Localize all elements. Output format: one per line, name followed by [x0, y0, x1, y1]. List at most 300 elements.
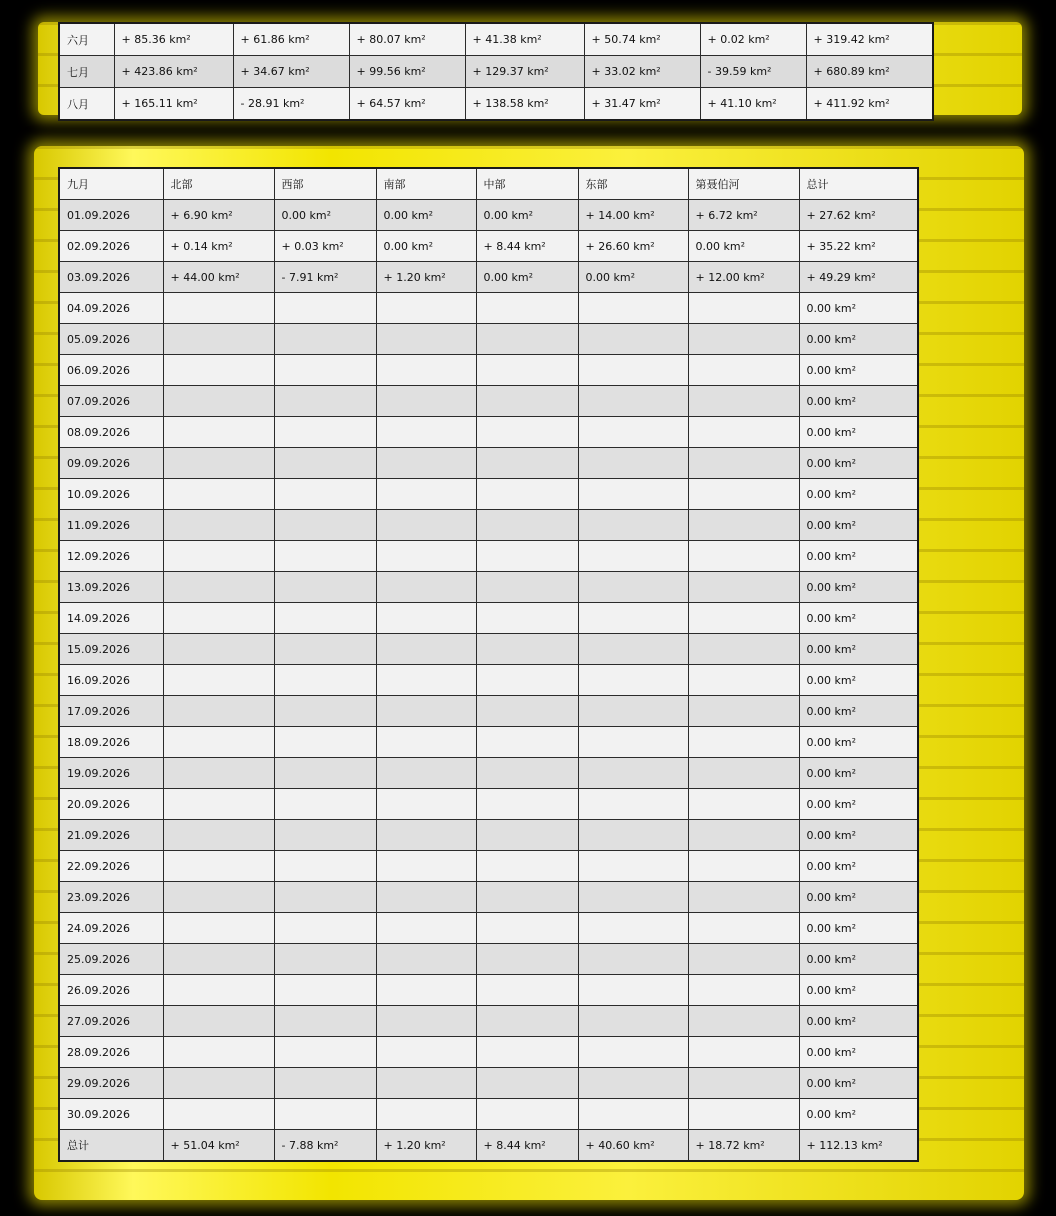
value-cell	[274, 944, 376, 975]
row-label-cell: 23.09.2026	[59, 882, 163, 913]
row-label-cell: 15.09.2026	[59, 634, 163, 665]
value-cell: 0.00 km²	[799, 386, 918, 417]
table-row	[59, 851, 918, 882]
value-cell	[578, 386, 688, 417]
value-cell: 0.00 km²	[799, 572, 918, 603]
value-cell	[688, 882, 799, 913]
value-cell	[476, 882, 578, 913]
header-cell-dnipro: 第聂伯河	[688, 168, 799, 200]
value-cell	[476, 975, 578, 1006]
value-cell	[688, 510, 799, 541]
value-cell	[376, 417, 476, 448]
value-cell	[274, 448, 376, 479]
row-label-cell: 28.09.2026	[59, 1037, 163, 1068]
row-label-cell: 六月	[59, 23, 114, 56]
value-cell: + 41.38 km²	[465, 23, 584, 56]
value-cell	[578, 820, 688, 851]
value-cell: - 7.91 km²	[274, 262, 376, 293]
value-cell	[163, 944, 274, 975]
value-cell	[688, 975, 799, 1006]
value-cell	[274, 727, 376, 758]
value-cell: + 85.36 km²	[114, 23, 233, 56]
value-cell: 0.00 km²	[376, 200, 476, 231]
row-label-cell: 29.09.2026	[59, 1068, 163, 1099]
value-cell	[476, 1006, 578, 1037]
value-cell: + 423.86 km²	[114, 56, 233, 88]
value-cell: 0.00 km²	[799, 479, 918, 510]
value-cell	[688, 851, 799, 882]
row-label-cell: 27.09.2026	[59, 1006, 163, 1037]
value-cell	[163, 541, 274, 572]
value-cell	[476, 355, 578, 386]
value-cell	[476, 572, 578, 603]
value-cell	[476, 820, 578, 851]
header-cell-south: 南部	[376, 168, 476, 200]
value-cell: + 0.02 km²	[700, 23, 806, 56]
value-cell	[163, 572, 274, 603]
row-label-cell: 04.09.2026	[59, 293, 163, 324]
value-cell	[578, 324, 688, 355]
total-label-cell: 总计	[59, 1130, 163, 1162]
value-cell: + 31.47 km²	[584, 88, 700, 121]
value-cell	[376, 479, 476, 510]
value-cell	[274, 355, 376, 386]
table-row	[59, 231, 918, 262]
value-cell	[163, 634, 274, 665]
value-cell	[688, 603, 799, 634]
value-cell	[274, 603, 376, 634]
value-cell	[578, 1068, 688, 1099]
value-cell: + 44.00 km²	[163, 262, 274, 293]
value-cell: + 27.62 km²	[799, 200, 918, 231]
value-cell: 0.00 km²	[578, 262, 688, 293]
value-cell	[578, 1037, 688, 1068]
value-cell: + 680.89 km²	[806, 56, 933, 88]
value-cell	[476, 665, 578, 696]
value-cell	[476, 324, 578, 355]
row-label-cell: 08.09.2026	[59, 417, 163, 448]
value-cell: + 12.00 km²	[688, 262, 799, 293]
value-cell	[578, 541, 688, 572]
value-cell	[163, 386, 274, 417]
value-cell	[163, 417, 274, 448]
row-label-cell: 14.09.2026	[59, 603, 163, 634]
value-cell	[163, 727, 274, 758]
table-row	[59, 23, 933, 56]
value-cell: 0.00 km²	[376, 231, 476, 262]
value-cell	[476, 479, 578, 510]
table-row	[59, 634, 918, 665]
value-cell	[688, 634, 799, 665]
value-cell	[476, 1037, 578, 1068]
table-row	[59, 1068, 918, 1099]
value-cell	[476, 851, 578, 882]
value-cell	[688, 820, 799, 851]
value-cell	[578, 293, 688, 324]
value-cell	[376, 324, 476, 355]
value-cell: + 138.58 km²	[465, 88, 584, 121]
value-cell	[163, 1099, 274, 1130]
row-label-cell: 05.09.2026	[59, 324, 163, 355]
value-cell: 0.00 km²	[799, 851, 918, 882]
value-cell	[578, 944, 688, 975]
value-cell: + 411.92 km²	[806, 88, 933, 121]
value-cell: 0.00 km²	[476, 262, 578, 293]
value-cell	[163, 820, 274, 851]
row-label-cell: 07.09.2026	[59, 386, 163, 417]
value-cell	[274, 882, 376, 913]
value-cell: 0.00 km²	[799, 1037, 918, 1068]
header-row	[59, 168, 918, 200]
table-row	[59, 758, 918, 789]
table-row	[59, 88, 933, 121]
row-label-cell: 13.09.2026	[59, 572, 163, 603]
value-cell: + 49.29 km²	[799, 262, 918, 293]
value-cell	[163, 882, 274, 913]
value-cell	[688, 665, 799, 696]
value-cell	[376, 572, 476, 603]
value-cell	[376, 789, 476, 820]
value-cell	[688, 1037, 799, 1068]
value-cell	[476, 727, 578, 758]
value-cell	[376, 696, 476, 727]
value-cell	[163, 1006, 274, 1037]
value-cell	[476, 634, 578, 665]
table-row	[59, 324, 918, 355]
value-cell	[578, 448, 688, 479]
value-cell	[376, 820, 476, 851]
table-row	[59, 1006, 918, 1037]
row-label-cell: 10.09.2026	[59, 479, 163, 510]
value-cell	[163, 1068, 274, 1099]
value-cell	[376, 882, 476, 913]
value-cell	[476, 510, 578, 541]
value-cell	[688, 1068, 799, 1099]
value-cell: 0.00 km²	[799, 1099, 918, 1130]
header-cell-east: 东部	[578, 168, 688, 200]
value-cell: 0.00 km²	[799, 603, 918, 634]
total-cell: + 51.04 km²	[163, 1130, 274, 1162]
value-cell	[163, 913, 274, 944]
value-cell	[688, 448, 799, 479]
row-label-cell: 25.09.2026	[59, 944, 163, 975]
value-cell: + 50.74 km²	[584, 23, 700, 56]
value-cell	[688, 944, 799, 975]
value-cell	[476, 417, 578, 448]
value-cell	[476, 696, 578, 727]
row-label-cell: 09.09.2026	[59, 448, 163, 479]
value-cell: 0.00 km²	[799, 293, 918, 324]
value-cell: + 129.37 km²	[465, 56, 584, 88]
value-cell: + 41.10 km²	[700, 88, 806, 121]
value-cell: - 28.91 km²	[233, 88, 349, 121]
value-cell	[376, 975, 476, 1006]
table-row	[59, 975, 918, 1006]
value-cell	[476, 944, 578, 975]
value-cell	[163, 975, 274, 1006]
value-cell: + 14.00 km²	[578, 200, 688, 231]
value-cell	[376, 1068, 476, 1099]
value-cell	[688, 696, 799, 727]
value-cell	[163, 789, 274, 820]
value-cell	[163, 603, 274, 634]
value-cell	[476, 603, 578, 634]
value-cell: 0.00 km²	[799, 727, 918, 758]
row-label-cell: 30.09.2026	[59, 1099, 163, 1130]
value-cell	[578, 665, 688, 696]
value-cell	[476, 758, 578, 789]
table-row	[59, 820, 918, 851]
value-cell	[163, 510, 274, 541]
header-cell-month: 九月	[59, 168, 163, 200]
row-label-cell: 03.09.2026	[59, 262, 163, 293]
row-label-cell: 02.09.2026	[59, 231, 163, 262]
value-cell: 0.00 km²	[799, 944, 918, 975]
value-cell	[476, 789, 578, 820]
value-cell	[376, 727, 476, 758]
value-cell	[274, 1099, 376, 1130]
row-label-cell: 01.09.2026	[59, 200, 163, 231]
value-cell	[274, 1068, 376, 1099]
monthly-summary-table	[58, 22, 934, 121]
value-cell: 0.00 km²	[799, 758, 918, 789]
row-label-cell: 24.09.2026	[59, 913, 163, 944]
row-label-cell: 19.09.2026	[59, 758, 163, 789]
value-cell	[274, 541, 376, 572]
value-cell	[376, 448, 476, 479]
value-cell: 0.00 km²	[274, 200, 376, 231]
table-row	[59, 262, 918, 293]
table-row	[59, 479, 918, 510]
value-cell	[688, 1006, 799, 1037]
header-cell-north: 北部	[163, 168, 274, 200]
table-row	[59, 944, 918, 975]
value-cell	[376, 510, 476, 541]
value-cell	[376, 851, 476, 882]
value-cell	[274, 975, 376, 1006]
value-cell: + 26.60 km²	[578, 231, 688, 262]
value-cell: + 35.22 km²	[799, 231, 918, 262]
value-cell	[688, 417, 799, 448]
table-row	[59, 541, 918, 572]
table-row	[59, 572, 918, 603]
value-cell	[274, 572, 376, 603]
header-cell-total: 总计	[799, 168, 918, 200]
value-cell	[274, 634, 376, 665]
value-cell	[476, 293, 578, 324]
total-cell: + 1.20 km²	[376, 1130, 476, 1162]
value-cell: 0.00 km²	[799, 820, 918, 851]
value-cell: 0.00 km²	[799, 1068, 918, 1099]
value-cell	[578, 417, 688, 448]
value-cell	[688, 913, 799, 944]
row-label-cell: 21.09.2026	[59, 820, 163, 851]
row-label-cell: 八月	[59, 88, 114, 121]
value-cell	[274, 293, 376, 324]
table-row	[59, 1099, 918, 1130]
value-cell	[578, 758, 688, 789]
value-cell: + 80.07 km²	[349, 23, 465, 56]
value-cell	[274, 789, 376, 820]
value-cell: 0.00 km²	[688, 231, 799, 262]
value-cell	[476, 386, 578, 417]
value-cell	[376, 386, 476, 417]
value-cell: + 1.20 km²	[376, 262, 476, 293]
value-cell	[163, 324, 274, 355]
value-cell: 0.00 km²	[476, 200, 578, 231]
row-label-cell: 12.09.2026	[59, 541, 163, 572]
value-cell	[163, 696, 274, 727]
value-cell: 0.00 km²	[799, 355, 918, 386]
value-cell: + 6.90 km²	[163, 200, 274, 231]
value-cell	[376, 603, 476, 634]
value-cell: 0.00 km²	[799, 541, 918, 572]
value-cell	[578, 727, 688, 758]
september-daily-table	[58, 167, 919, 1162]
value-cell	[376, 913, 476, 944]
value-cell: 0.00 km²	[799, 696, 918, 727]
value-cell	[163, 448, 274, 479]
value-cell	[376, 293, 476, 324]
value-cell	[376, 665, 476, 696]
row-label-cell: 26.09.2026	[59, 975, 163, 1006]
value-cell	[688, 758, 799, 789]
value-cell	[163, 758, 274, 789]
table-row	[59, 603, 918, 634]
value-cell: + 8.44 km²	[476, 231, 578, 262]
value-cell	[578, 355, 688, 386]
table-row	[59, 56, 933, 88]
value-cell	[688, 789, 799, 820]
table-row	[59, 293, 918, 324]
header-cell-west: 西部	[274, 168, 376, 200]
value-cell: 0.00 km²	[799, 913, 918, 944]
total-cell: + 40.60 km²	[578, 1130, 688, 1162]
total-cell: - 7.88 km²	[274, 1130, 376, 1162]
table-row	[59, 1037, 918, 1068]
value-cell	[274, 820, 376, 851]
value-cell	[274, 665, 376, 696]
total-cell: + 8.44 km²	[476, 1130, 578, 1162]
value-cell	[163, 665, 274, 696]
value-cell	[688, 727, 799, 758]
value-cell: + 33.02 km²	[584, 56, 700, 88]
value-cell	[274, 1037, 376, 1068]
table-row	[59, 665, 918, 696]
table-row	[59, 913, 918, 944]
table-row	[59, 386, 918, 417]
value-cell: + 6.72 km²	[688, 200, 799, 231]
value-cell: + 0.14 km²	[163, 231, 274, 262]
value-cell	[376, 758, 476, 789]
table-row	[59, 696, 918, 727]
value-cell	[274, 758, 376, 789]
value-cell: 0.00 km²	[799, 324, 918, 355]
value-cell: + 165.11 km²	[114, 88, 233, 121]
value-cell	[274, 913, 376, 944]
value-cell	[376, 1006, 476, 1037]
value-cell	[578, 510, 688, 541]
value-cell	[578, 696, 688, 727]
value-cell	[274, 479, 376, 510]
value-cell: + 99.56 km²	[349, 56, 465, 88]
value-cell: 0.00 km²	[799, 1006, 918, 1037]
total-cell: + 112.13 km²	[799, 1130, 918, 1162]
table-row	[59, 355, 918, 386]
value-cell	[163, 355, 274, 386]
value-cell: 0.00 km²	[799, 634, 918, 665]
table-row	[59, 510, 918, 541]
value-cell	[688, 293, 799, 324]
value-cell	[688, 1099, 799, 1130]
value-cell	[578, 975, 688, 1006]
row-label-cell: 18.09.2026	[59, 727, 163, 758]
total-row	[59, 1130, 918, 1162]
table-row	[59, 417, 918, 448]
row-label-cell: 20.09.2026	[59, 789, 163, 820]
value-cell	[476, 1099, 578, 1130]
table-row	[59, 200, 918, 231]
value-cell	[578, 572, 688, 603]
row-label-cell: 06.09.2026	[59, 355, 163, 386]
value-cell: + 64.57 km²	[349, 88, 465, 121]
value-cell: 0.00 km²	[799, 417, 918, 448]
value-cell	[688, 541, 799, 572]
value-cell	[578, 634, 688, 665]
value-cell	[688, 386, 799, 417]
value-cell	[476, 448, 578, 479]
value-cell	[274, 324, 376, 355]
row-label-cell: 七月	[59, 56, 114, 88]
value-cell	[688, 324, 799, 355]
value-cell	[163, 293, 274, 324]
value-cell	[376, 1099, 476, 1130]
table-row	[59, 882, 918, 913]
value-cell	[688, 479, 799, 510]
row-label-cell: 11.09.2026	[59, 510, 163, 541]
value-cell	[578, 1099, 688, 1130]
value-cell	[578, 479, 688, 510]
value-cell	[578, 603, 688, 634]
value-cell: - 39.59 km²	[700, 56, 806, 88]
value-cell	[376, 1037, 476, 1068]
value-cell	[274, 696, 376, 727]
value-cell	[476, 913, 578, 944]
value-cell	[274, 510, 376, 541]
header-cell-center: 中部	[476, 168, 578, 200]
value-cell	[376, 944, 476, 975]
value-cell: + 61.86 km²	[233, 23, 349, 56]
table-row	[59, 727, 918, 758]
value-cell	[578, 851, 688, 882]
value-cell	[688, 355, 799, 386]
value-cell	[688, 572, 799, 603]
value-cell: + 319.42 km²	[806, 23, 933, 56]
row-label-cell: 22.09.2026	[59, 851, 163, 882]
value-cell	[476, 1068, 578, 1099]
value-cell: 0.00 km²	[799, 975, 918, 1006]
value-cell	[578, 1006, 688, 1037]
value-cell	[163, 1037, 274, 1068]
value-cell	[376, 634, 476, 665]
row-label-cell: 16.09.2026	[59, 665, 163, 696]
value-cell: 0.00 km²	[799, 510, 918, 541]
value-cell: 0.00 km²	[799, 448, 918, 479]
value-cell	[376, 541, 476, 572]
value-cell	[578, 882, 688, 913]
table-row	[59, 789, 918, 820]
table-row	[59, 448, 918, 479]
